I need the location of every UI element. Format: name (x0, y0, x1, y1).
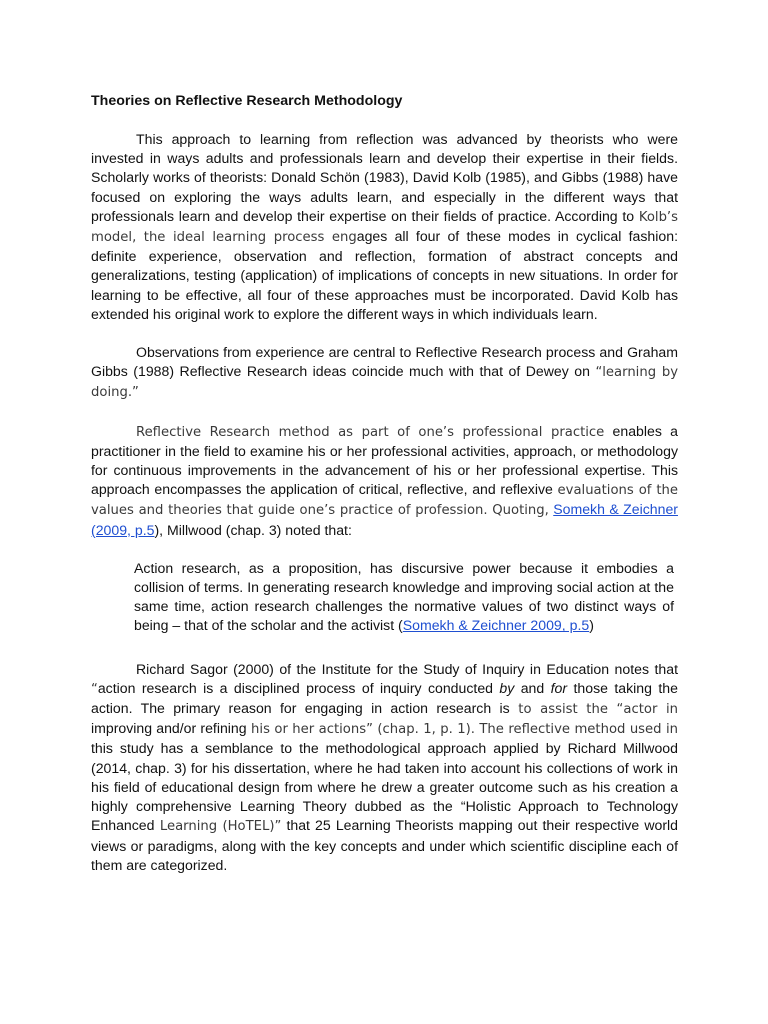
paragraph-4 (91, 660, 678, 875)
paragraph-4-for: for (550, 679, 568, 696)
paragraph-4-light-c: his or her actions” (chap. 1, p. 1). The reflective method used in (246, 722, 678, 738)
document-title: Theories on Reflective Research Methodology (91, 93, 403, 109)
paragraph-4-e: this study has a semblance to the methodological approach applied by Richard Millwood (2014, chap. 3) for his dissertation, where he had taken into account his collections of work in his field of educational design from where he drew a greater outcome such as his creation a highly comprehensive Learning Theory dubbed as the “Holistic Approach to Technology Enhanced (91, 740, 678, 834)
paragraph-4-light-b: to assist the “actor in (509, 702, 678, 718)
paragraph-4-c: those taking the action. The primary reason for engaging in action research is (91, 679, 678, 717)
paragraph-1 (91, 130, 678, 324)
block-quote (134, 559, 674, 636)
quote-citation-link[interactable]: Somekh & Zeichner 2009, p.5 (402, 617, 590, 634)
paragraph-2 (91, 343, 678, 403)
paragraph-4-b: action research is a disciplined process of inquiry conducted (97, 679, 493, 696)
paragraph-3-light-a: Reflective Research method as part of one’s professional practice (136, 424, 605, 440)
paragraph-4-by: by (499, 679, 515, 696)
paragraph-2-light-text: “learning by doing.” (91, 365, 678, 401)
paragraph-1-rest: ages all four of these modes in cyclical fashion: definite experience, observation and reflection, formation of abstract concepts and generalizations, testing (application) of implications of concepts in new situations. In order for learning to be effective, all four of these approaches must be incorporated. David Kolb has extended his original work to explore the different ways in which individuals learn. (91, 228, 678, 322)
paragraph-4-light-d: Learning (HoTEL)” (154, 819, 282, 835)
paragraph-3 (91, 422, 678, 540)
paragraph-4-light-a: “ (91, 681, 98, 697)
paragraph-3-mid: enables a practitioner in the field to examine his or her professional activities, approach, or methodology for continuous improvements in the advancement of his or her professional expertise. This approach encompasses the application of critical, reflective, and reflexive (91, 422, 678, 498)
quote-text: Action research, as a proposition, has discursive power because it embodies a collision of terms. In generating research knowledge and improving social action at the same time, action research challenges the normative values of two distinct ways of being – that of the scholar and the activist ( (134, 559, 674, 634)
paragraph-2-text: Observations from experience are central to Reflective Research process and Graham Gibbs (1988) Reflective Research ideas coincide much with that of Dewey on (91, 344, 678, 380)
paragraph-1-light-text: Kolb’s model, the ideal learning process eng (91, 209, 678, 246)
paragraph-4-d: improving and/or refining (91, 720, 247, 737)
paragraph-4-a: Richard Sagor (2000) of the Institute for the Study of Inquiry in Education notes that (136, 660, 678, 677)
paragraph-3-end: ), Millwood (chap. 3) noted that: (154, 521, 352, 538)
quote-end: ) (589, 617, 594, 634)
paragraph-4-and: and (514, 679, 551, 696)
paragraph-1-text: This approach to learning from reflection was advanced by theorists who were invested in ways adults and professionals learn and develop their expertise in their fields. Scholarly works of theorists: Donald Schön (1983), David Kolb (1985), and Gibbs (1988) have focused on exploring the ways adults learn, and especially in the different ways that professionals learn and develop their expertise on their fields of practice. According to (91, 131, 678, 224)
paragraph-3-light-b: evaluations of the values and theories that guide one’s practice of profession. Quoting, (91, 483, 678, 519)
somekh-zeichner-link[interactable]: Somekh & Zeichner (2009, p.5 (91, 501, 678, 538)
paragraph-4-f: that 25 Learning Theorists mapping out their respective world views or paradigms, along with the key concepts and under which scientific discipline each of them are categorized. (91, 817, 678, 873)
